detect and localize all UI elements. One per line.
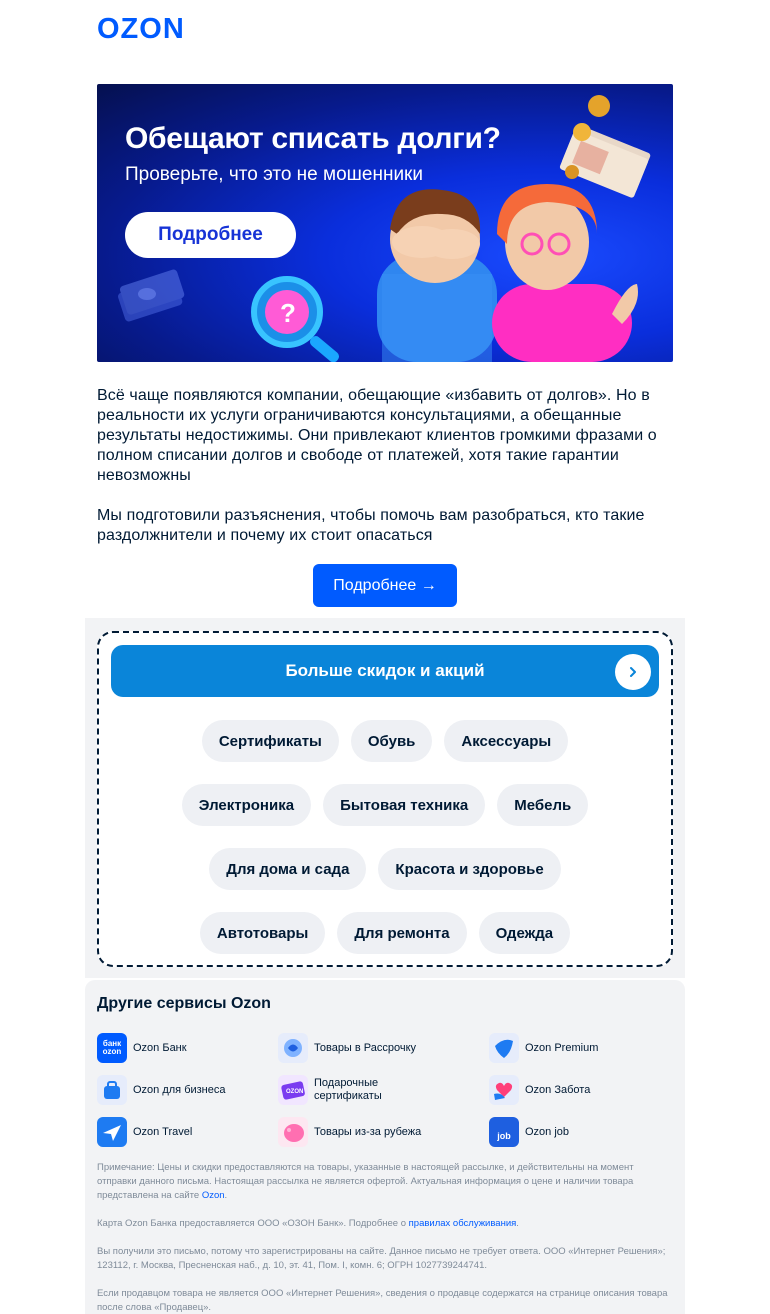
more-button[interactable]: Подробнее →: [313, 564, 457, 607]
service-label: Подарочные сертификаты: [314, 1077, 382, 1102]
abroad-icon: [278, 1117, 308, 1147]
category-pill[interactable]: Бытовая техника: [323, 784, 485, 826]
service-label: Ozon job: [525, 1125, 570, 1138]
service-premium[interactable]: [489, 1033, 598, 1063]
other-services: [85, 980, 685, 1314]
category-pill[interactable]: Для дома и сада: [209, 848, 366, 890]
service-abroad[interactable]: [278, 1117, 421, 1147]
note-end: .: [224, 1190, 228, 1201]
job-icon: [489, 1117, 519, 1147]
premium-icon: [489, 1033, 519, 1063]
note-prices-text: Примечание: Цены и скидки предоставляются на товары, указанные в настоящей рассылке, и действительны на момент отправки данного письма. Настоящая рассылка не является офертой. Актуальная информация о цене и наличии товара представлена на сайте: [97, 1162, 634, 1201]
category-row-2: [97, 784, 673, 826]
service-label: Ozon Банк: [133, 1041, 187, 1054]
more-discounts-button[interactable]: [111, 645, 659, 697]
body-paragraph-2: Мы подготовили разъяснения, чтобы помочь вам разобраться, кто такие раздолжнители и почему их стоит опасаться: [97, 507, 645, 544]
service-label: Товары из-за рубежа: [314, 1125, 422, 1138]
category-row-4: [97, 912, 673, 954]
bank-icon: [97, 1033, 127, 1063]
category-pill[interactable]: Красота и здоровье: [378, 848, 560, 890]
services-title: Другие сервисы Ozon: [97, 995, 271, 1012]
service-travel[interactable]: [97, 1117, 192, 1147]
note-end: .: [516, 1218, 519, 1229]
category-pill[interactable]: Автотовары: [200, 912, 325, 954]
note-registration: Вы получили это письмо, потому что зарегистрированы на сайте. Данное письмо не требует ответа. ООО «Интернет Решения»; 123112, г. Москва, Пресненская наб., д. 10, эт. 41, Пом. I, комн. 6; ОГРН 1027739244741.: [97, 1246, 666, 1271]
service-job[interactable]: [489, 1117, 569, 1147]
chevron-right-icon: [615, 654, 651, 690]
care-icon: [489, 1075, 519, 1105]
category-pill[interactable]: Сертификаты: [202, 720, 339, 762]
category-pill[interactable]: Одежда: [479, 912, 570, 954]
category-pill[interactable]: Мебель: [497, 784, 588, 826]
service-business[interactable]: [97, 1075, 226, 1105]
service-installment[interactable]: [278, 1033, 416, 1063]
service-label: Ozon Premium: [525, 1041, 599, 1054]
service-care[interactable]: [489, 1075, 590, 1105]
category-pill[interactable]: Электроника: [182, 784, 311, 826]
category-pill[interactable]: Обувь: [351, 720, 433, 762]
category-pill[interactable]: Аксессуары: [444, 720, 568, 762]
service-rules-link[interactable]: правилах обслуживания: [408, 1218, 517, 1229]
business-icon: [97, 1075, 127, 1105]
service-gift-cards[interactable]: [278, 1075, 394, 1105]
installment-icon: [278, 1033, 308, 1063]
note-seller: Если продавцом товара не является ООО «Интернет Решения», сведения о продавце содержатся на странице описания товара после слова «Продавец».: [97, 1288, 668, 1313]
body-paragraph-1: Всё чаще появляются компании, обещающие «избавить от долгов». Но в реальности их услуги ограничиваются консультациями, а обещанные результаты недостижимы. Они привлекают клиентов громкими фразами о полном списании долгов и свободе от платежей, хотя такие гарантии невозможны: [97, 387, 657, 484]
note-prices: [97, 1161, 673, 1203]
hero-banner[interactable]: [97, 84, 673, 362]
category-row-3: [97, 848, 673, 890]
note-bank-text: Карта Ozon Банка предоставляется ООО «ОЗОН Банк». Подробнее о: [97, 1218, 409, 1229]
travel-icon: [97, 1117, 127, 1147]
service-ozon-bank[interactable]: [97, 1033, 187, 1063]
category-row-1: [97, 720, 673, 762]
service-label: Ozon Забота: [525, 1083, 591, 1096]
banner-more-button[interactable]: Подробнее: [125, 212, 296, 258]
gift-icon-text: OZON: [286, 1089, 304, 1095]
service-label: Ozon Travel: [133, 1125, 193, 1138]
banner-title: Обещают списать долги?: [125, 122, 501, 155]
service-label: Ozon для бизнеса: [133, 1083, 226, 1096]
category-pill[interactable]: Для ремонта: [337, 912, 466, 954]
svg-text:?: ?: [280, 298, 296, 328]
bank-icon-text: банк ozon: [102, 1039, 122, 1056]
logo-text: OZON: [97, 14, 185, 42]
more-discounts-label: Больше скидок и акций: [285, 661, 485, 680]
gift-card-icon: [278, 1075, 308, 1105]
ozon-logo[interactable]: [97, 14, 209, 42]
job-icon-text: job: [497, 1130, 511, 1141]
banner-subtitle: Проверьте, что это не мошенники: [125, 164, 423, 185]
note-bank-card: [97, 1217, 673, 1231]
service-label: Товары в Рассрочку: [314, 1041, 417, 1054]
ozon-site-link[interactable]: Ozon: [201, 1190, 225, 1201]
